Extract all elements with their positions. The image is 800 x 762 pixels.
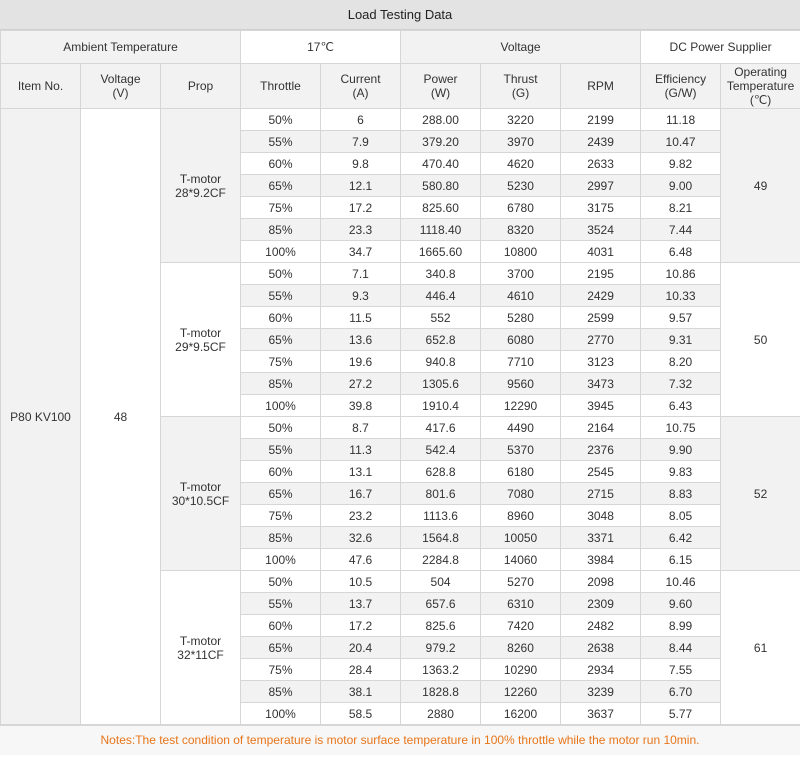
data-cell: 2715 [561, 483, 641, 505]
data-cell: 55% [241, 439, 321, 461]
data-cell: 9.57 [641, 307, 721, 329]
data-cell: 65% [241, 175, 321, 197]
operating-temperature-cell: 49 [721, 109, 800, 263]
column-header: Throttle [241, 64, 321, 109]
column-header-row [1, 64, 800, 109]
column-header: Power (W) [401, 64, 481, 109]
data-cell: 10.47 [641, 131, 721, 153]
data-cell: 417.6 [401, 417, 481, 439]
page-title: Load Testing Data [0, 0, 800, 30]
data-cell: 4490 [481, 417, 561, 439]
prop-cell: T-motor 29*9.5CF [161, 263, 241, 417]
data-cell: 979.2 [401, 637, 481, 659]
data-cell: 542.4 [401, 439, 481, 461]
operating-temperature-cell: 50 [721, 263, 800, 417]
data-cell: 2599 [561, 307, 641, 329]
data-cell: 19.6 [321, 351, 401, 373]
data-cell: 38.1 [321, 681, 401, 703]
data-cell: 1564.8 [401, 527, 481, 549]
data-cell: 5.77 [641, 703, 721, 725]
data-cell: 7710 [481, 351, 561, 373]
data-cell: 1910.4 [401, 395, 481, 417]
data-cell: 23.3 [321, 219, 401, 241]
data-cell: 7420 [481, 615, 561, 637]
data-cell: 825.60 [401, 197, 481, 219]
data-cell: 1113.6 [401, 505, 481, 527]
data-cell: 7.1 [321, 263, 401, 285]
voltage-cell: 48 [81, 109, 161, 725]
data-cell: 27.2 [321, 373, 401, 395]
data-cell: 3123 [561, 351, 641, 373]
data-cell: 2376 [561, 439, 641, 461]
data-cell: 8960 [481, 505, 561, 527]
data-cell: 14060 [481, 549, 561, 571]
data-cell: 8.99 [641, 615, 721, 637]
data-cell: 11.5 [321, 307, 401, 329]
ambient-temperature-value: 17℃ [241, 31, 401, 64]
data-cell: 3220 [481, 109, 561, 131]
test-notes: Notes:The test condition of temperature is motor surface temperature in 100% throttle while the motor run 10min. [0, 725, 800, 755]
data-cell: 6.70 [641, 681, 721, 703]
column-header: Prop [161, 64, 241, 109]
data-cell: 652.8 [401, 329, 481, 351]
data-cell: 7080 [481, 483, 561, 505]
data-cell: 13.7 [321, 593, 401, 615]
data-cell: 6.15 [641, 549, 721, 571]
prop-cell: T-motor 32*11CF [161, 571, 241, 725]
data-cell: 12.1 [321, 175, 401, 197]
data-cell: 3371 [561, 527, 641, 549]
column-header: RPM [561, 64, 641, 109]
data-cell: 9.31 [641, 329, 721, 351]
data-cell: 6780 [481, 197, 561, 219]
data-cell: 100% [241, 549, 321, 571]
data-cell: 2633 [561, 153, 641, 175]
data-cell: 85% [241, 219, 321, 241]
data-cell: 50% [241, 263, 321, 285]
data-cell: 23.2 [321, 505, 401, 527]
data-cell: 13.6 [321, 329, 401, 351]
data-cell: 16200 [481, 703, 561, 725]
data-cell: 580.80 [401, 175, 481, 197]
data-cell: 8.20 [641, 351, 721, 373]
data-cell: 1828.8 [401, 681, 481, 703]
data-cell: 8320 [481, 219, 561, 241]
data-cell: 825.6 [401, 615, 481, 637]
data-cell: 2482 [561, 615, 641, 637]
data-cell: 60% [241, 307, 321, 329]
data-cell: 2770 [561, 329, 641, 351]
load-testing-table [0, 30, 800, 725]
data-cell: 3048 [561, 505, 641, 527]
data-cell: 3175 [561, 197, 641, 219]
data-cell: 379.20 [401, 131, 481, 153]
data-cell: 10290 [481, 659, 561, 681]
data-cell: 58.5 [321, 703, 401, 725]
data-cell: 34.7 [321, 241, 401, 263]
data-cell: 12260 [481, 681, 561, 703]
data-cell: 4031 [561, 241, 641, 263]
data-cell: 2439 [561, 131, 641, 153]
data-cell: 55% [241, 593, 321, 615]
header-row-conditions [1, 31, 800, 64]
data-cell: 50% [241, 109, 321, 131]
data-cell: 75% [241, 659, 321, 681]
data-cell: 8.83 [641, 483, 721, 505]
data-cell: 2098 [561, 571, 641, 593]
data-cell: 657.6 [401, 593, 481, 615]
data-cell: 85% [241, 527, 321, 549]
data-cell: 2934 [561, 659, 641, 681]
data-cell: 2195 [561, 263, 641, 285]
data-cell: 4620 [481, 153, 561, 175]
data-cell: 8.21 [641, 197, 721, 219]
data-cell: 7.9 [321, 131, 401, 153]
data-cell: 8.44 [641, 637, 721, 659]
data-cell: 6180 [481, 461, 561, 483]
data-cell: 9.8 [321, 153, 401, 175]
data-cell: 2880 [401, 703, 481, 725]
data-cell: 2997 [561, 175, 641, 197]
table-row [1, 109, 800, 131]
data-cell: 10.33 [641, 285, 721, 307]
data-cell: 55% [241, 285, 321, 307]
data-cell: 3700 [481, 263, 561, 285]
data-cell: 10050 [481, 527, 561, 549]
data-cell: 50% [241, 417, 321, 439]
column-header: Efficiency (G/W) [641, 64, 721, 109]
data-cell: 3239 [561, 681, 641, 703]
power-source-value: DC Power Supplier [641, 31, 800, 64]
data-cell: 10.75 [641, 417, 721, 439]
data-cell: 1118.40 [401, 219, 481, 241]
data-cell: 47.6 [321, 549, 401, 571]
data-cell: 8.7 [321, 417, 401, 439]
data-cell: 11.18 [641, 109, 721, 131]
column-header: Item No. [1, 64, 81, 109]
data-cell: 60% [241, 153, 321, 175]
voltage-label: Voltage [401, 31, 641, 64]
data-cell: 7.55 [641, 659, 721, 681]
data-cell: 85% [241, 373, 321, 395]
data-cell: 9.00 [641, 175, 721, 197]
operating-temperature-cell: 61 [721, 571, 800, 725]
data-cell: 9.90 [641, 439, 721, 461]
data-cell: 100% [241, 395, 321, 417]
data-cell: 9.82 [641, 153, 721, 175]
data-cell: 7.44 [641, 219, 721, 241]
column-header: Voltage (V) [81, 64, 161, 109]
data-cell: 5280 [481, 307, 561, 329]
data-cell: 6 [321, 109, 401, 131]
data-cell: 6.48 [641, 241, 721, 263]
data-cell: 801.6 [401, 483, 481, 505]
data-cell: 60% [241, 615, 321, 637]
data-cell: 1665.60 [401, 241, 481, 263]
data-cell: 6310 [481, 593, 561, 615]
data-cell: 5370 [481, 439, 561, 461]
data-cell: 10.46 [641, 571, 721, 593]
data-cell: 100% [241, 703, 321, 725]
data-cell: 5230 [481, 175, 561, 197]
data-cell: 65% [241, 483, 321, 505]
data-cell: 100% [241, 241, 321, 263]
data-cell: 8.05 [641, 505, 721, 527]
data-cell: 3945 [561, 395, 641, 417]
data-cell: 2309 [561, 593, 641, 615]
data-cell: 3473 [561, 373, 641, 395]
column-header: Thrust (G) [481, 64, 561, 109]
data-cell: 446.4 [401, 285, 481, 307]
data-cell: 470.40 [401, 153, 481, 175]
data-cell: 504 [401, 571, 481, 593]
column-header: Current (A) [321, 64, 401, 109]
data-cell: 2284.8 [401, 549, 481, 571]
item-number-cell: P80 KV100 [1, 109, 81, 725]
data-cell: 340.8 [401, 263, 481, 285]
data-cell: 9.3 [321, 285, 401, 307]
column-header: Operating Temperature (℃) [721, 64, 800, 109]
data-cell: 2164 [561, 417, 641, 439]
data-cell: 4610 [481, 285, 561, 307]
data-cell: 8260 [481, 637, 561, 659]
data-cell: 3637 [561, 703, 641, 725]
data-cell: 75% [241, 505, 321, 527]
data-cell: 65% [241, 329, 321, 351]
data-cell: 6.43 [641, 395, 721, 417]
data-cell: 55% [241, 131, 321, 153]
data-cell: 39.8 [321, 395, 401, 417]
data-cell: 20.4 [321, 637, 401, 659]
data-cell: 2545 [561, 461, 641, 483]
data-cell: 85% [241, 681, 321, 703]
data-cell: 10.5 [321, 571, 401, 593]
prop-cell: T-motor 28*9.2CF [161, 109, 241, 263]
data-cell: 17.2 [321, 197, 401, 219]
data-cell: 3524 [561, 219, 641, 241]
data-cell: 11.3 [321, 439, 401, 461]
data-cell: 65% [241, 637, 321, 659]
prop-cell: T-motor 30*10.5CF [161, 417, 241, 571]
data-cell: 32.6 [321, 527, 401, 549]
data-cell: 6.42 [641, 527, 721, 549]
data-cell: 16.7 [321, 483, 401, 505]
operating-temperature-cell: 52 [721, 417, 800, 571]
data-cell: 2429 [561, 285, 641, 307]
data-cell: 9.60 [641, 593, 721, 615]
ambient-temperature-label: Ambient Temperature [1, 31, 241, 64]
data-cell: 5270 [481, 571, 561, 593]
data-cell: 13.1 [321, 461, 401, 483]
data-cell: 552 [401, 307, 481, 329]
data-cell: 7.32 [641, 373, 721, 395]
data-cell: 9560 [481, 373, 561, 395]
data-cell: 940.8 [401, 351, 481, 373]
data-cell: 50% [241, 571, 321, 593]
data-cell: 10.86 [641, 263, 721, 285]
data-cell: 75% [241, 351, 321, 373]
data-cell: 2638 [561, 637, 641, 659]
data-cell: 9.83 [641, 461, 721, 483]
data-cell: 1305.6 [401, 373, 481, 395]
data-cell: 2199 [561, 109, 641, 131]
data-cell: 628.8 [401, 461, 481, 483]
data-cell: 3984 [561, 549, 641, 571]
data-cell: 12290 [481, 395, 561, 417]
data-cell: 60% [241, 461, 321, 483]
data-cell: 75% [241, 197, 321, 219]
data-cell: 6080 [481, 329, 561, 351]
data-cell: 17.2 [321, 615, 401, 637]
data-cell: 1363.2 [401, 659, 481, 681]
data-cell: 28.4 [321, 659, 401, 681]
data-cell: 3970 [481, 131, 561, 153]
data-cell: 10800 [481, 241, 561, 263]
data-cell: 288.00 [401, 109, 481, 131]
